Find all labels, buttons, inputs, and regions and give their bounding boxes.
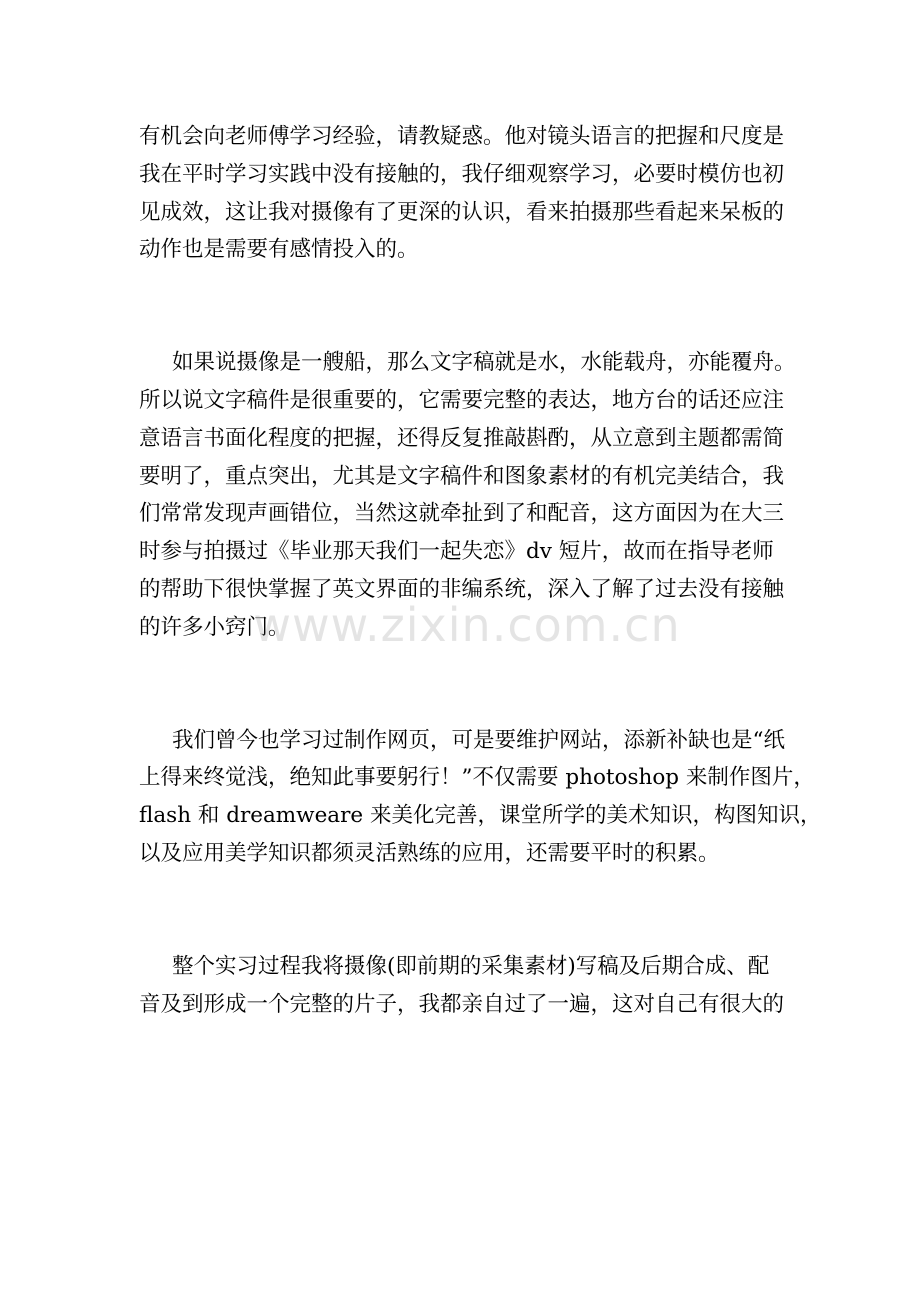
watermark: www.zixin.com.cn <box>253 598 681 652</box>
paragraph-4 <box>139 948 799 1024</box>
text-line: 所以说文字稿件是很重要的，它需要完整的表达，地方台的话还应注 <box>139 387 785 413</box>
paragraph-2 <box>139 344 799 646</box>
paragraph-3 <box>139 722 822 873</box>
text-line: 的帮助下很快掌握了英文界面的非编系统，深入了解了过去没有接触 <box>139 576 785 602</box>
text-line: 我在平时学习实践中没有接触的，我仔细观察学习，必要时模仿也初 <box>139 161 785 187</box>
paragraph-spacing <box>139 269 799 344</box>
text-line: 时参与拍摄过《毕业那天我们一起失恋》dv 短片，故而在指导老师 <box>139 539 774 565</box>
text-line: 上得来终觉浅，绝知此事要躬行！”不仅需要 photoshop 来制作图片， <box>139 765 815 791</box>
text-line: 我们曾今也学习过制作网页，可是要维护网站，添新补缺也是“纸 <box>172 727 785 753</box>
text-line: 整个实习过程我将摄像(即前期的采集素材)写稿及后期合成、配 <box>172 953 770 979</box>
text-line: 要明了，重点突出，尤其是文字稿件和图象素材的有机完美结合，我 <box>139 463 785 489</box>
text-line: 如果说摄像是一艘船，那么文字稿就是水，水能载舟，亦能覆舟。 <box>172 350 796 376</box>
document-body <box>139 118 822 1023</box>
text-line: 的许多小窍门。 <box>139 614 290 640</box>
text-line: 意语言书面化程度的把握，还得反复推敲斟酌，从立意到主题都需简 <box>139 425 785 451</box>
text-line: flash 和 dreamweare 来美化完善，课堂所学的美术知识，构图知识， <box>139 803 822 829</box>
text-line: 们常常发现声画错位，当然这就牵扯到了和配音，这方面因为在大三 <box>139 501 785 527</box>
paragraph-spacing <box>139 647 799 722</box>
text-line: 音及到形成一个完整的片子，我都亲自过了一遍，这对自己有很大的 <box>139 991 785 1017</box>
text-line: 动作也是需要有感情投入的。 <box>139 237 419 263</box>
text-line: 见成效，这让我对摄像有了更深的认识，看来拍摄那些看起来呆板的 <box>139 199 785 225</box>
text-line: 有机会向老师傅学习经验，请教疑惑。他对镜头语言的把握和尺度是 <box>139 124 785 149</box>
text-line: 以及应用美学知识都须灵活熟练的应用，还需要平时的积累。 <box>139 840 720 866</box>
paragraph-1 <box>139 118 799 269</box>
paragraph-spacing <box>139 873 799 948</box>
